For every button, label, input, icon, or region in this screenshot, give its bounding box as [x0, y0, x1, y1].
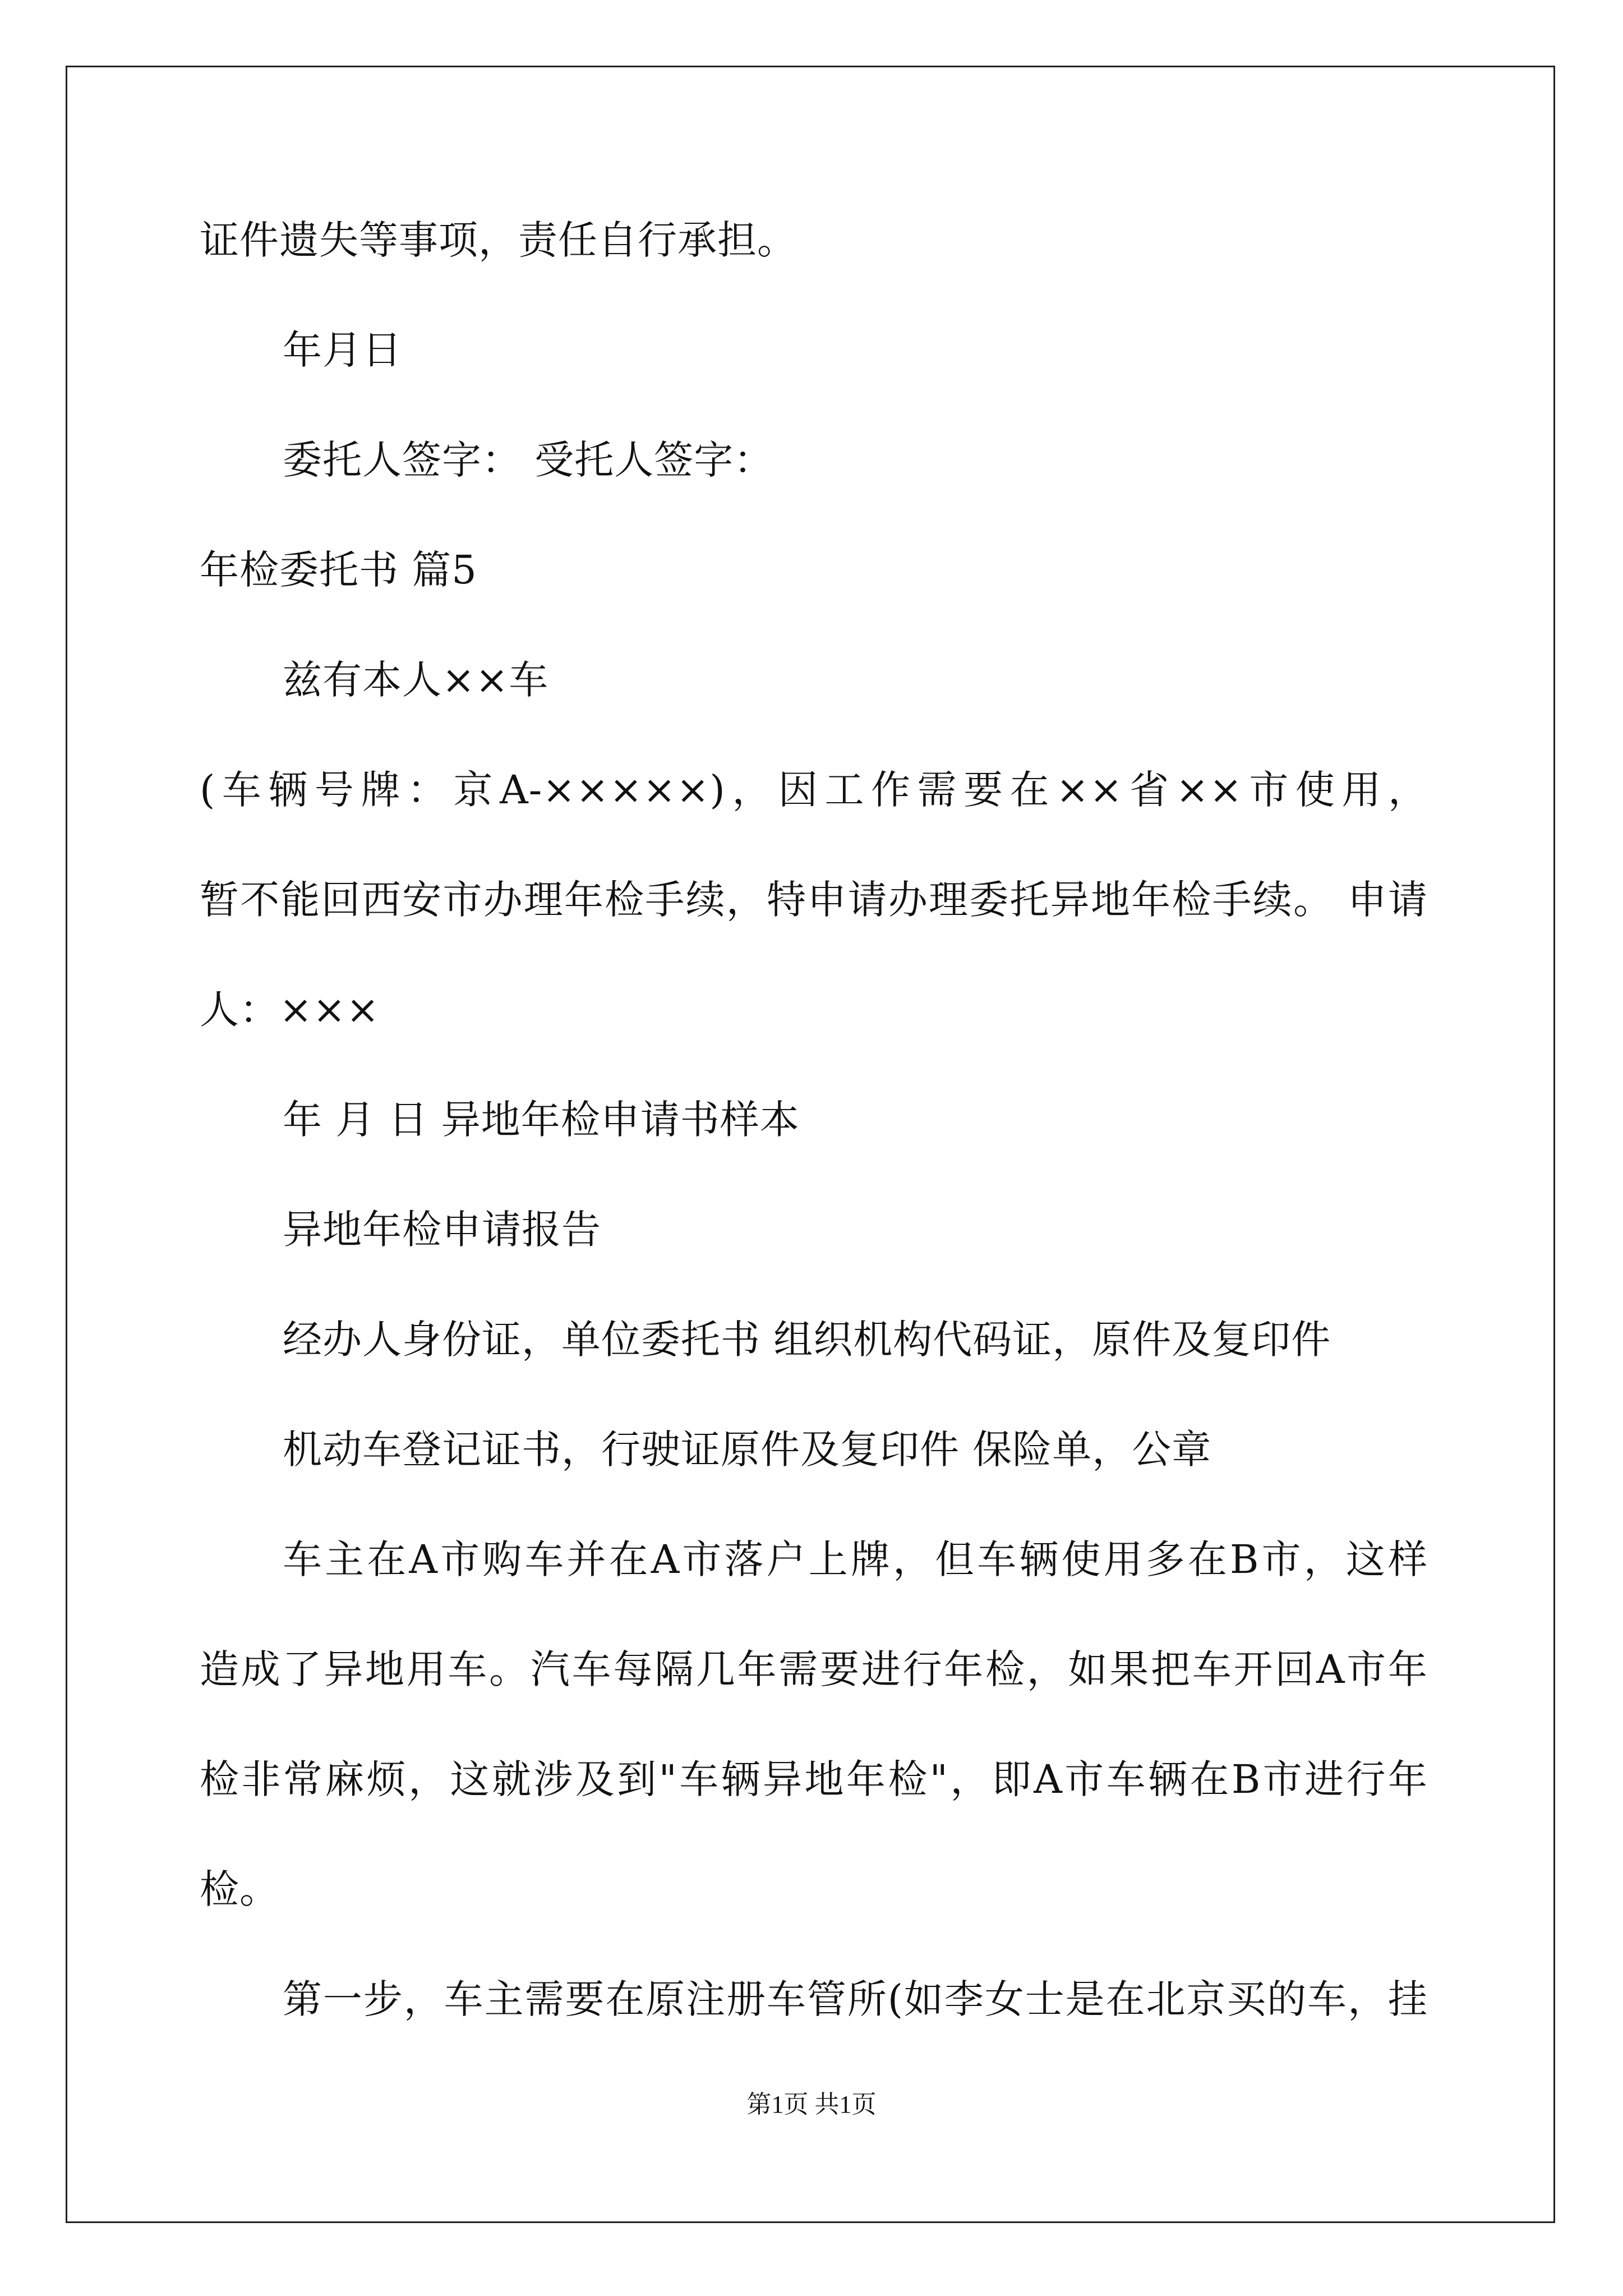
report-title: 异地年检申请报告 — [283, 1207, 601, 1253]
text-line-6: (车辆号牌：京A-×××××)，因工作需要在××省××市使用， — [200, 767, 1428, 813]
text-line-9: 年 月 日 异地年检申请书样本 — [283, 1097, 800, 1143]
applicant-line: 人：××× — [200, 987, 380, 1033]
text-line-13: 车主在A市购车并在A市落户上牌，但车辆使用多在B市，这样 — [283, 1536, 1428, 1582]
page-footer: 第1页 共1页 — [746, 2091, 877, 2118]
text-line-17: 第一步，车主需要在原注册车管所(如李女士是在北京买的车，挂 — [283, 1976, 1428, 2022]
text-line-12: 机动车登记证书，行驶证原件及复印件 保险单，公章 — [283, 1427, 1212, 1473]
text-line-16: 检。 — [200, 1866, 279, 1912]
section-heading: 年检委托书 篇5 — [200, 547, 477, 593]
text-line-14: 造成了异地用车。汽车每隔几年需要进行年检，如果把车开回A市年 — [200, 1646, 1428, 1692]
text-line-15: 检非常麻烦，这就涉及到"车辆异地年检"，即A市车辆在B市进行年 — [200, 1756, 1428, 1802]
signature-line: 委托人签字： 受托人签字： — [283, 437, 774, 483]
page-border — [66, 66, 1555, 2223]
text-line-1: 证件遗失等事项，责任自行承担。 — [200, 217, 797, 263]
date-line: 年月日 — [283, 327, 402, 373]
text-line-7: 暂不能回西安市办理年检手续，特申请办理委托异地年检手续。 申请 — [200, 877, 1428, 923]
text-line-11: 经办人身份证，单位委托书 组织机构代码证，原件及复印件 — [283, 1317, 1331, 1363]
text-line-5: 兹有本人××车 — [283, 657, 549, 703]
